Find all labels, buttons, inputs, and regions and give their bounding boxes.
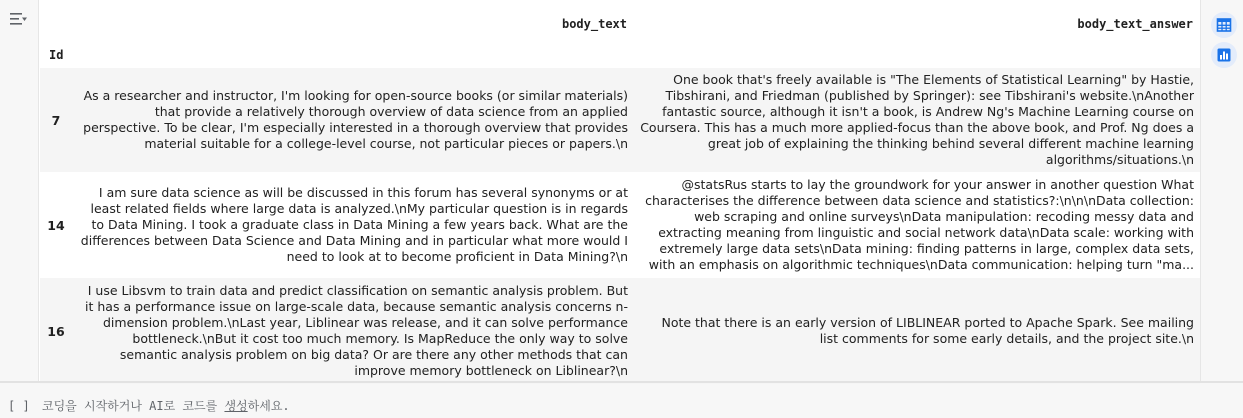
table-row [40,172,1200,278]
collapse-output-icon [8,10,30,28]
index-row-blank [72,48,634,68]
output-left-gutter [0,0,39,383]
collapse-output-button[interactable] [8,10,30,28]
body-text-answer-cell: @statsRus starts to lay the groundwork for your answer in another question What characterises the difference between data science and statistics?:\n\n\nData collection: web scraping and online surveys\nData manipulation: recoding messy data and extracting meaning from linguistic and social network data\nData scale: working with extremely large data sets\nData mining: finding patterns in large, complex data sets, with an emphasis on algorithmic techniques\nData communication: helping turn "ma... [645,177,1194,272]
table-row [40,278,1200,384]
index-name-header: Id [49,48,64,62]
body-text-answer-cell: One book that's freely available is "The Elements of Statistical Learning" by Hastie, Tibshirani, and Friedman (published by Springer): see Tibshirani's website.\nAnother fantastic source, although it isn't a book, is Andrew Ng's Machine Learning course on Coursera. This has a much more applied-focus than the above book, and Prof. Ng does a great job of explaining the thinking behind several different machine learning algorithms/situations.\n [640,72,1194,167]
suggest-chart-button[interactable] [1211,42,1237,68]
body-text-cell: I use Libsvm to train data and predict classification on semantic analysis problem. But it has a performance issue on large-scale data, because semantic analysis concerns n-dimension problem.\nLast year, Liblinear was release, and it can solve performance bottleneck.\nBut it cost too much memory. Is MapReduce the only way to solve semantic analysis problem on big data? Or are there any other methods that can improve memory bottleneck on Liblinear?\n [85,283,628,378]
row-index: 7 [51,112,61,128]
placeholder-suffix: 하세요. [247,399,290,413]
body-text-cell: I am sure data science as will be discussed in this forum has several synonyms or at least related fields where large data is analyzed.\nMy particular question is in regards to Data Mining. I took a graduate class in Data Mining a few years back. What are the differences between Data Science and Data Mining and in particular what more would I need to look at to become proficient in Data Mining?\n [80,185,628,264]
empty-code-cell[interactable] [0,393,1243,418]
body-text-cell: As a researcher and instructor, I'm looking for open-source books (or similar materials) that provide a relatively thorough overview of data science from an applied perspective. To be clear, I'm especially interested in a thorough overview that provides material suitable for a college-level course, not particular pieces or papers.\n [83,88,628,151]
index-header-blank [40,0,72,48]
column-header-body-text[interactable]: body_text [561,17,627,31]
cell-run-bracket[interactable]: [ ] [8,398,30,413]
output-divider [0,381,1243,383]
body-text-answer-cell: Note that there is an early version of LIBLINEAR ported to Apache Spark. See mailing list comments for some early details, and the project site.\n [661,315,1194,346]
code-cell-placeholder[interactable] [42,397,290,414]
dataframe-table [40,0,1200,384]
index-row-blank [634,48,1200,68]
row-index: 14 [47,217,65,233]
row-index: 16 [47,323,65,339]
generate-code-link[interactable]: 생성 [224,399,248,413]
bar-chart-icon [1216,47,1232,63]
interactive-table-button[interactable] [1211,12,1237,38]
table-icon [1216,17,1232,33]
table-row [40,68,1200,172]
placeholder-prefix: 코딩을 시작하거나 AI로 코드를 [42,399,225,413]
column-header-body-text-answer[interactable]: body_text_answer [1077,17,1193,31]
